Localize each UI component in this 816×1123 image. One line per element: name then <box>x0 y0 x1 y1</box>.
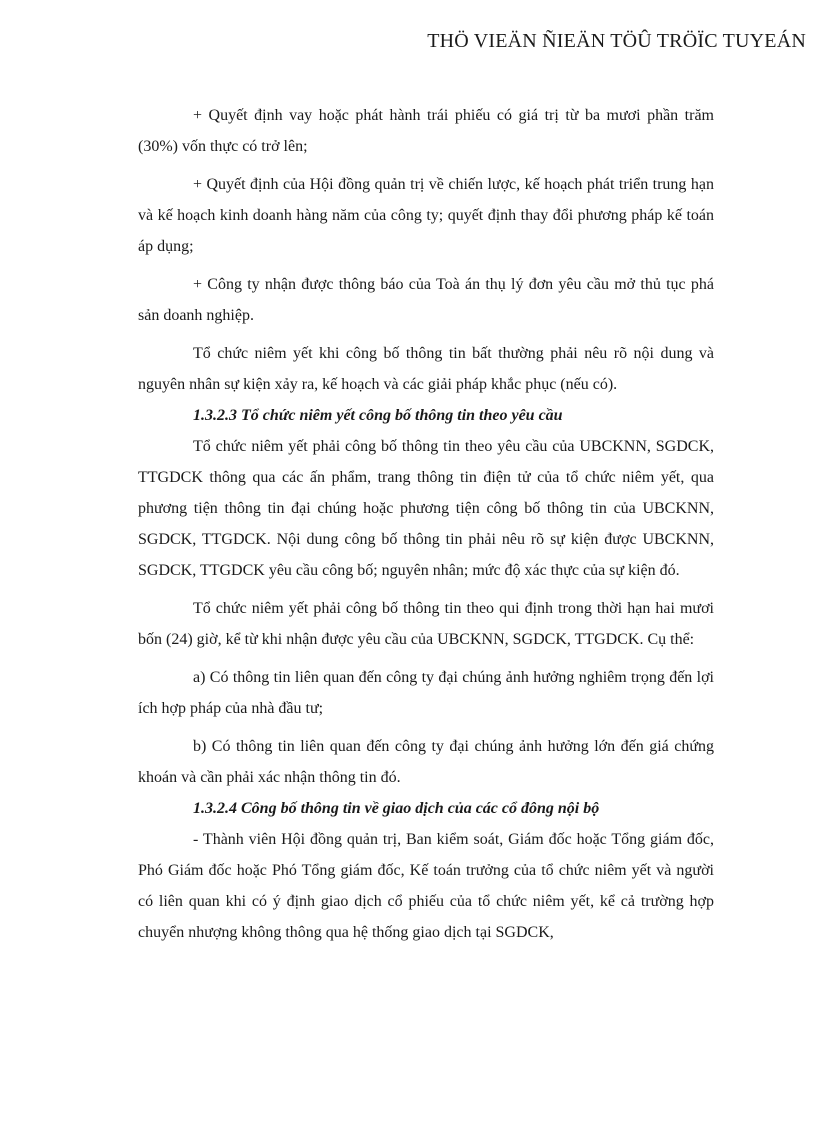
page-header: THÖ VIEÄN ÑIEÄN TÖÛ TRÖÏC TUYEÁN <box>427 30 806 52</box>
paragraph-insider-trading: - Thành viên Hội đồng quản trị, Ban kiểm soát, Giám đốc hoặc Tổng giám đốc, Phó Giám đốc hoặc Phó Tổng giám đốc, Kế toán trưởng của tổ chức niêm yết và người có liên quan khi có ý định giao dịch cổ phiếu của tổ chức niêm yết, kể cả trường hợp chuyển nhượng không thông qua hệ thống giao dịch tại SGDCK, <box>138 831 714 941</box>
document-body <box>138 100 714 955</box>
list-item-a: a) Có thông tin liên quan đến công ty đại chúng ảnh hưởng nghiêm trọng đến lợi ích hợp pháp của nhà đầu tư; <box>138 669 714 717</box>
paragraph-irregular-disclosure: Tổ chức niêm yết khi công bố thông tin bất thường phải nêu rõ nội dung và nguyên nhân sự kiện xảy ra, kế hoạch và các giải pháp khắc phục (nếu có). <box>138 345 714 393</box>
list-item-b: b) Có thông tin liên quan đến công ty đại chúng ảnh hưởng lớn đến giá chứng khoán và cần phải xác nhận thông tin đó. <box>138 738 714 786</box>
paragraph-board-strategy: + Quyết định của Hội đồng quản trị về chiến lược, kế hoạch phát triển trung hạn và kế hoạch kinh doanh hàng năm của công ty; quyết định thay đổi phương pháp kế toán áp dụng; <box>138 176 714 255</box>
section-heading-1-3-2-4: 1.3.2.4 Công bố thông tin về giao dịch của các cổ đông nội bộ <box>193 800 600 817</box>
paragraph-bond-issuance: + Quyết định vay hoặc phát hành trái phiếu có giá trị từ ba mươi phần trăm (30%) vốn thực có trở lên; <box>138 107 714 155</box>
paragraph-disclosure-on-request: Tổ chức niêm yết phải công bố thông tin theo yêu cầu của UBCKNN, SGDCK, TTGDCK thông qua các ấn phẩm, trang thông tin điện tử của tổ chức niêm yết, qua phương tiện thông tin đại chúng hoặc phương tiện công bố thông tin của UBCKNN, SGDCK, TTGDCK. Nội dung công bố thông tin phải nêu rõ sự kiện được UBCKNN, SGDCK, TTGDCK yêu cầu công bố; nguyên nhân; mức độ xác thực của sự kiện đó. <box>138 438 714 579</box>
paragraph-bankruptcy-notice: + Công ty nhận được thông báo của Toà án thụ lý đơn yêu cầu mở thủ tục phá sản doanh nghiệp. <box>138 276 714 324</box>
paragraph-24-hour-rule: Tổ chức niêm yết phải công bố thông tin theo qui định trong thời hạn hai mươi bốn (24) giờ, kể từ khi nhận được yêu cầu của UBCKNN, SGDCK, TTGDCK. Cụ thể: <box>138 600 714 648</box>
section-heading-1-3-2-3: 1.3.2.3 Tổ chức niêm yết công bố thông tin theo yêu cầu <box>193 407 563 424</box>
